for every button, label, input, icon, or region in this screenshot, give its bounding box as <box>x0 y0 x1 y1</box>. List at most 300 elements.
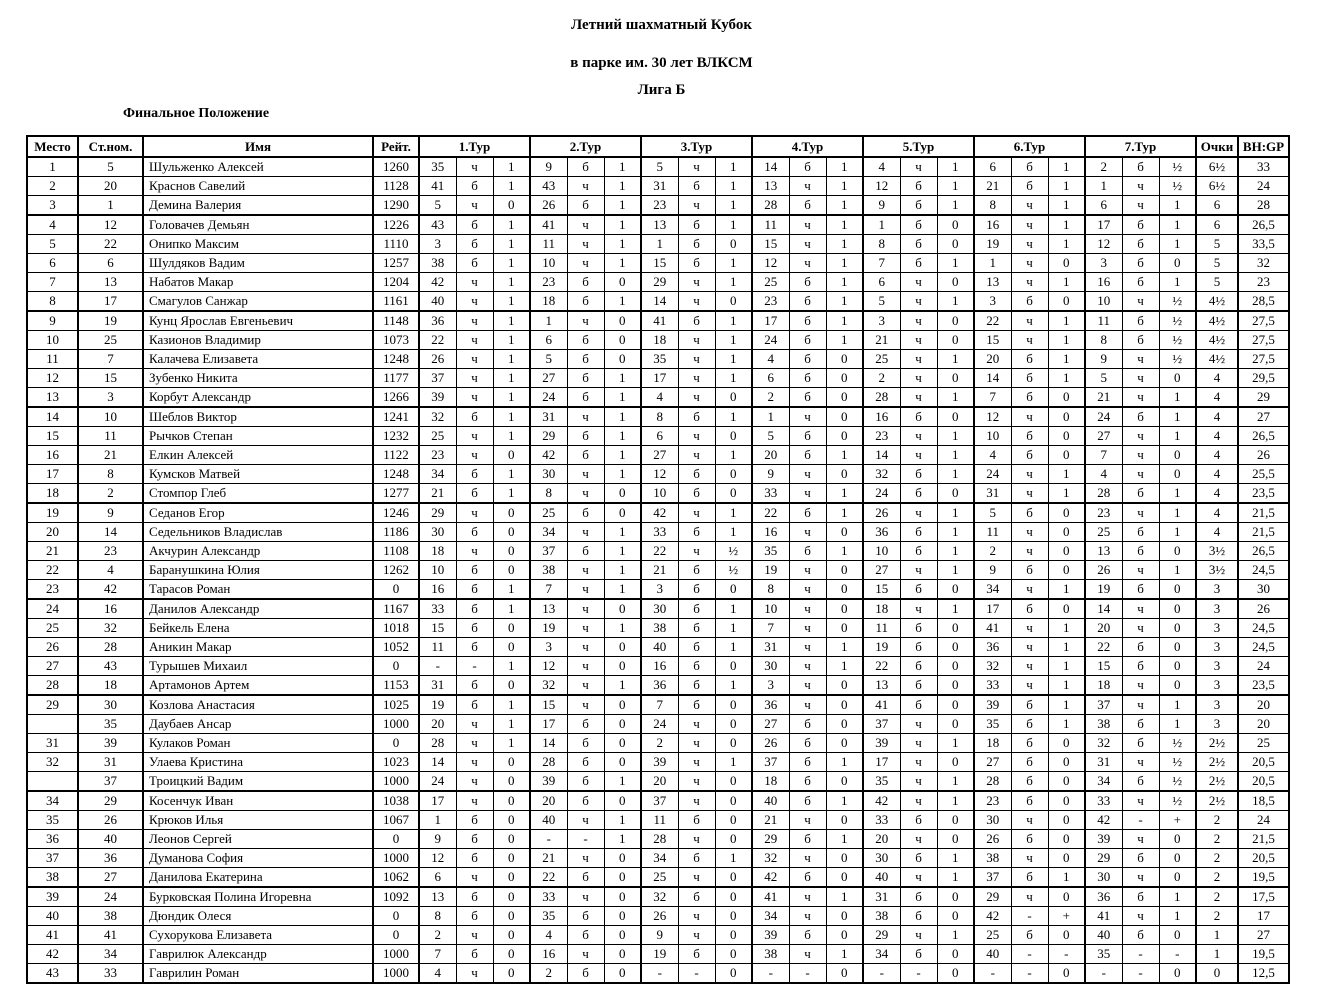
round-7-result-cell: 0 <box>1159 830 1196 849</box>
round-4-opponent-cell: 33 <box>752 484 789 504</box>
tiebreak-cell: 20,5 <box>1238 849 1289 868</box>
round-3-color-cell: б <box>678 619 715 638</box>
round-6-color-cell: б <box>1011 369 1048 388</box>
round-1-color-cell: б <box>456 619 493 638</box>
round-2-result-cell: 1 <box>604 561 641 580</box>
round-7-color-cell: б <box>1122 273 1159 292</box>
player-name-cell: Смагулов Санжар <box>143 292 373 312</box>
round-7-color-cell: ч <box>1122 695 1159 715</box>
round-1-opponent-cell: 3 <box>419 235 456 254</box>
round-1-result-cell: 0 <box>493 196 530 216</box>
round-4-result-cell: 1 <box>826 791 863 811</box>
round-5-opponent-cell: 28 <box>863 388 900 408</box>
round-3-result-cell: 1 <box>715 157 752 177</box>
round-2-opponent-cell: 22 <box>530 868 567 888</box>
round-1-opponent-cell: 23 <box>419 446 456 465</box>
round-3-result-cell: 0 <box>715 964 752 984</box>
round-2-color-cell: б <box>567 753 604 772</box>
player-name-cell: Турышев Михаил <box>143 657 373 676</box>
round-3-opponent-cell: 3 <box>641 580 678 600</box>
round-3-result-cell: 0 <box>715 945 752 964</box>
round-2-result-cell: 1 <box>604 619 641 638</box>
player-name-cell: Кумсков Матвей <box>143 465 373 484</box>
place-cell: 38 <box>27 868 78 888</box>
player-name-cell: Стомпор Глеб <box>143 484 373 504</box>
round-6-result-cell: 1 <box>1048 657 1085 676</box>
standings-row <box>27 811 1289 830</box>
round-1-opponent-cell: 34 <box>419 465 456 484</box>
round-1-result-cell: 1 <box>493 657 530 676</box>
round-7-color-cell: б <box>1122 331 1159 350</box>
round-4-result-cell: 0 <box>826 772 863 792</box>
round-6-result-cell: 1 <box>1048 157 1085 177</box>
round-6-result-cell: 0 <box>1048 523 1085 542</box>
round-4-opponent-cell: 10 <box>752 599 789 619</box>
round-4-color-cell: б <box>789 791 826 811</box>
round-2-color-cell: ч <box>567 465 604 484</box>
round-7-result-cell: 0 <box>1159 619 1196 638</box>
round-3-color-cell: б <box>678 580 715 600</box>
round-1-result-cell: 1 <box>493 599 530 619</box>
round-5-result-cell: 0 <box>937 273 974 292</box>
round-7-color-cell: - <box>1122 945 1159 964</box>
points-cell: 3 <box>1196 657 1238 676</box>
round-5-color-cell: б <box>900 465 937 484</box>
rating-cell: 1038 <box>373 791 419 811</box>
start-number-cell: 32 <box>78 619 143 638</box>
place-cell: 36 <box>27 830 78 849</box>
round-3-result-cell: 0 <box>715 657 752 676</box>
round-5-result-cell: 0 <box>937 715 974 734</box>
round-3-opponent-cell: 22 <box>641 542 678 561</box>
round-7-result-cell: 0 <box>1159 542 1196 561</box>
round-4-result-cell: 0 <box>826 523 863 542</box>
player-name-cell: Акчурин Александр <box>143 542 373 561</box>
player-name-cell: Дюндик Олеся <box>143 907 373 926</box>
place-cell <box>27 715 78 734</box>
round-1-result-cell: 1 <box>493 273 530 292</box>
place-cell: 2 <box>27 177 78 196</box>
start-number-cell: 30 <box>78 695 143 715</box>
place-cell: 10 <box>27 331 78 350</box>
standings-row <box>27 157 1289 177</box>
round-1-color-cell: ч <box>456 369 493 388</box>
rating-cell: 1241 <box>373 407 419 427</box>
round-5-opponent-cell: 18 <box>863 599 900 619</box>
place-cell: 22 <box>27 561 78 580</box>
round-5-color-cell: б <box>900 196 937 216</box>
round-6-color-cell: б <box>1011 446 1048 465</box>
round-3-color-cell: ч <box>678 292 715 312</box>
round-3-color-cell: ч <box>678 753 715 772</box>
standings-row <box>27 254 1289 273</box>
round-7-opponent-cell: 8 <box>1085 331 1122 350</box>
round-5-color-cell: б <box>900 254 937 273</box>
round-1-result-cell: 0 <box>493 830 530 849</box>
round-1-result-cell: 0 <box>493 791 530 811</box>
tiebreak-cell: 26 <box>1238 599 1289 619</box>
round-1-color-cell: ч <box>456 926 493 945</box>
round-6-color-cell: б <box>1011 695 1048 715</box>
player-name-cell: Тарасов Роман <box>143 580 373 600</box>
player-name-cell: Кулаков Роман <box>143 734 373 753</box>
round-2-color-cell: б <box>567 926 604 945</box>
place-cell: 34 <box>27 791 78 811</box>
rating-cell: 1186 <box>373 523 419 542</box>
place-cell: 24 <box>27 599 78 619</box>
start-number-cell: 20 <box>78 177 143 196</box>
page-subtitle-league: Лига Б <box>637 82 686 98</box>
start-number-cell: 33 <box>78 964 143 984</box>
tiebreak-cell: 24,5 <box>1238 638 1289 657</box>
round-3-result-cell: 0 <box>715 830 752 849</box>
round-4-result-cell: 1 <box>826 830 863 849</box>
place-cell: 9 <box>27 311 78 331</box>
points-cell: 3½ <box>1196 561 1238 580</box>
round-3-result-cell: 1 <box>715 446 752 465</box>
points-cell: 6½ <box>1196 177 1238 196</box>
round-7-opponent-cell: 6 <box>1085 196 1122 216</box>
round-5-color-cell: ч <box>900 715 937 734</box>
round-3-opponent-cell: 41 <box>641 311 678 331</box>
round-6-result-cell: 0 <box>1048 849 1085 868</box>
start-number-cell: 17 <box>78 292 143 312</box>
points-cell: 3 <box>1196 638 1238 657</box>
round-6-opponent-cell: 9 <box>974 561 1011 580</box>
round-1-opponent-cell: 25 <box>419 427 456 446</box>
start-number-cell: 25 <box>78 331 143 350</box>
rating-cell: 1204 <box>373 273 419 292</box>
tiebreak-cell: 19,5 <box>1238 945 1289 964</box>
round-6-color-cell: - <box>1011 945 1048 964</box>
round-1-result-cell: 0 <box>493 561 530 580</box>
round-4-color-cell: б <box>789 427 826 446</box>
round-3-opponent-cell: 9 <box>641 926 678 945</box>
player-name-cell: Бурковская Полина Игоревна <box>143 887 373 907</box>
place-cell: 26 <box>27 638 78 657</box>
round-4-opponent-cell: 25 <box>752 273 789 292</box>
round-5-result-cell: 1 <box>937 542 974 561</box>
round-3-opponent-cell: 4 <box>641 388 678 408</box>
player-name-cell: Демина Валерия <box>143 196 373 216</box>
round-2-opponent-cell: 28 <box>530 753 567 772</box>
round-4-opponent-cell: 38 <box>752 945 789 964</box>
rating-cell: 1108 <box>373 542 419 561</box>
round-2-result-cell: 0 <box>604 715 641 734</box>
round-3-color-cell: б <box>678 465 715 484</box>
round-6-result-cell: 1 <box>1048 196 1085 216</box>
round-6-result-cell: 0 <box>1048 753 1085 772</box>
place-cell: 4 <box>27 215 78 235</box>
standings-row <box>27 561 1289 580</box>
round-2-opponent-cell: 26 <box>530 196 567 216</box>
round-2-color-cell: ч <box>567 695 604 715</box>
round-7-color-cell: ч <box>1122 196 1159 216</box>
round-2-color-cell: б <box>567 369 604 388</box>
round-5-result-cell: 1 <box>937 465 974 484</box>
round-5-opponent-cell: 12 <box>863 177 900 196</box>
round-3-color-cell: ч <box>678 830 715 849</box>
round-1-color-cell: б <box>456 849 493 868</box>
round-7-opponent-cell: 4 <box>1085 465 1122 484</box>
player-name-cell: Бейкель Елена <box>143 619 373 638</box>
round-5-result-cell: 1 <box>937 292 974 312</box>
round-5-result-cell: 0 <box>937 331 974 350</box>
round-6-color-cell: б <box>1011 157 1048 177</box>
round-6-color-cell: б <box>1011 561 1048 580</box>
place-cell: 28 <box>27 676 78 696</box>
round-5-color-cell: ч <box>900 388 937 408</box>
round-4-opponent-cell: 21 <box>752 811 789 830</box>
round-3-color-cell: б <box>678 561 715 580</box>
player-name-cell: Онипко Максим <box>143 235 373 254</box>
round-6-color-cell: ч <box>1011 542 1048 561</box>
round-7-result-cell: 1 <box>1159 503 1196 523</box>
round-6-color-cell: ч <box>1011 887 1048 907</box>
round-3-result-cell: 0 <box>715 695 752 715</box>
round-6-color-cell: ч <box>1011 811 1048 830</box>
round-4-result-cell: 0 <box>826 676 863 696</box>
round-1-opponent-cell: 39 <box>419 388 456 408</box>
round-5-opponent-cell: 19 <box>863 638 900 657</box>
round-2-result-cell: 0 <box>604 907 641 926</box>
round-2-opponent-cell: 17 <box>530 715 567 734</box>
round-7-result-cell: 1 <box>1159 523 1196 542</box>
round-1-color-cell: б <box>456 695 493 715</box>
round-1-opponent-cell: 38 <box>419 254 456 273</box>
round-1-color-cell: б <box>456 484 493 504</box>
place-cell: 23 <box>27 580 78 600</box>
round-3-opponent-cell: 2 <box>641 734 678 753</box>
round-2-opponent-cell: 2 <box>530 964 567 984</box>
round-4-color-cell: б <box>789 157 826 177</box>
round-4-result-cell: 0 <box>826 811 863 830</box>
round-3-opponent-cell: 29 <box>641 273 678 292</box>
round-6-result-cell: 0 <box>1048 791 1085 811</box>
round-5-color-cell: ч <box>900 830 937 849</box>
round-6-opponent-cell: 33 <box>974 676 1011 696</box>
round-3-result-cell: 1 <box>715 311 752 331</box>
round-3-color-cell: ч <box>678 196 715 216</box>
round-4-color-cell: б <box>789 734 826 753</box>
round-2-color-cell: ч <box>567 523 604 542</box>
round-7-color-cell: ч <box>1122 907 1159 926</box>
round-3-result-cell: 1 <box>715 254 752 273</box>
start-number-cell: 41 <box>78 926 143 945</box>
round-1-color-cell: ч <box>456 273 493 292</box>
start-number-cell: 23 <box>78 542 143 561</box>
rating-cell: 1067 <box>373 811 419 830</box>
round-2-color-cell: ч <box>567 945 604 964</box>
tiebreak-cell: 24 <box>1238 177 1289 196</box>
round-6-opponent-cell: 42 <box>974 907 1011 926</box>
round-7-result-cell: ½ <box>1159 753 1196 772</box>
round-3-color-cell: б <box>678 599 715 619</box>
round-5-color-cell: ч <box>900 311 937 331</box>
round-4-opponent-cell: 30 <box>752 657 789 676</box>
round-5-color-cell: б <box>900 945 937 964</box>
round-6-opponent-cell: 30 <box>974 811 1011 830</box>
points-cell: 3 <box>1196 715 1238 734</box>
round-7-result-cell: 0 <box>1159 849 1196 868</box>
round-4-opponent-cell: 11 <box>752 215 789 235</box>
round-4-result-cell: 0 <box>826 407 863 427</box>
round-3-color-cell: б <box>678 215 715 235</box>
round-6-opponent-cell: 5 <box>974 503 1011 523</box>
header-round-7: 7.Тур <box>1085 136 1196 157</box>
round-3-result-cell: 0 <box>715 734 752 753</box>
round-1-opponent-cell: 10 <box>419 561 456 580</box>
round-7-opponent-cell: 5 <box>1085 369 1122 388</box>
start-number-cell: 15 <box>78 369 143 388</box>
round-5-color-cell: ч <box>900 427 937 446</box>
player-name-cell: Корбут Александр <box>143 388 373 408</box>
round-4-opponent-cell: 16 <box>752 523 789 542</box>
round-2-color-cell: б <box>567 907 604 926</box>
player-name-cell: Крюков Илья <box>143 811 373 830</box>
standings-row <box>27 676 1289 696</box>
round-7-opponent-cell: 12 <box>1085 235 1122 254</box>
round-6-opponent-cell: 1 <box>974 254 1011 273</box>
round-6-result-cell: 0 <box>1048 964 1085 984</box>
round-7-color-cell: ч <box>1122 177 1159 196</box>
player-name-cell: Даубаев Ансар <box>143 715 373 734</box>
round-6-color-cell: ч <box>1011 407 1048 427</box>
round-4-opponent-cell: 31 <box>752 638 789 657</box>
round-2-color-cell: б <box>567 791 604 811</box>
round-1-result-cell: 0 <box>493 964 530 984</box>
points-cell: 2 <box>1196 868 1238 888</box>
round-4-result-cell: 1 <box>826 254 863 273</box>
round-2-color-cell: б <box>567 273 604 292</box>
round-5-opponent-cell: 32 <box>863 465 900 484</box>
round-7-opponent-cell: 37 <box>1085 695 1122 715</box>
tiebreak-cell: 26,5 <box>1238 427 1289 446</box>
round-1-result-cell: 0 <box>493 619 530 638</box>
standings-row <box>27 235 1289 254</box>
round-4-color-cell: б <box>789 715 826 734</box>
round-3-opponent-cell: 10 <box>641 484 678 504</box>
round-3-color-cell: ч <box>678 926 715 945</box>
round-2-opponent-cell: 13 <box>530 599 567 619</box>
rating-cell: 1161 <box>373 292 419 312</box>
round-1-color-cell: б <box>456 177 493 196</box>
round-6-opponent-cell: 13 <box>974 273 1011 292</box>
place-cell: 27 <box>27 657 78 676</box>
round-7-result-cell: ½ <box>1159 791 1196 811</box>
standings-row <box>27 638 1289 657</box>
round-7-color-cell: - <box>1122 811 1159 830</box>
round-7-opponent-cell: 31 <box>1085 753 1122 772</box>
round-6-result-cell: 0 <box>1048 772 1085 792</box>
round-7-opponent-cell: 33 <box>1085 791 1122 811</box>
place-cell <box>27 772 78 792</box>
round-1-color-cell: ч <box>456 791 493 811</box>
player-name-cell: Данилова Екатерина <box>143 868 373 888</box>
round-1-color-cell: ч <box>456 157 493 177</box>
round-4-color-cell: б <box>789 331 826 350</box>
standings-row <box>27 542 1289 561</box>
round-1-result-cell: 1 <box>493 695 530 715</box>
round-3-color-cell: б <box>678 811 715 830</box>
round-6-opponent-cell: 32 <box>974 657 1011 676</box>
place-cell: 19 <box>27 503 78 523</box>
round-2-color-cell: б <box>567 331 604 350</box>
round-6-opponent-cell: - <box>974 964 1011 984</box>
round-3-color-cell: б <box>678 523 715 542</box>
round-2-opponent-cell: 34 <box>530 523 567 542</box>
round-5-result-cell: 0 <box>937 311 974 331</box>
round-7-result-cell: 0 <box>1159 868 1196 888</box>
round-3-result-cell: 0 <box>715 292 752 312</box>
round-7-opponent-cell: 28 <box>1085 484 1122 504</box>
round-7-color-cell: ч <box>1122 830 1159 849</box>
round-6-result-cell: 1 <box>1048 484 1085 504</box>
round-7-result-cell: 0 <box>1159 446 1196 465</box>
round-6-result-cell: 1 <box>1048 695 1085 715</box>
round-5-opponent-cell: 38 <box>863 907 900 926</box>
place-cell: 15 <box>27 427 78 446</box>
round-1-result-cell: 0 <box>493 868 530 888</box>
round-2-result-cell: 1 <box>604 254 641 273</box>
round-5-color-cell: б <box>900 580 937 600</box>
round-1-color-cell: ч <box>456 868 493 888</box>
player-name-cell: Баранушкина Юлия <box>143 561 373 580</box>
round-7-result-cell: 1 <box>1159 715 1196 734</box>
round-3-opponent-cell: 42 <box>641 503 678 523</box>
round-1-opponent-cell: 5 <box>419 196 456 216</box>
round-1-color-cell: ч <box>456 964 493 984</box>
round-5-opponent-cell: - <box>863 964 900 984</box>
round-7-result-cell: 0 <box>1159 676 1196 696</box>
round-1-opponent-cell: 21 <box>419 484 456 504</box>
round-2-color-cell: ч <box>567 235 604 254</box>
round-1-color-cell: б <box>456 676 493 696</box>
round-6-result-cell: + <box>1048 907 1085 926</box>
round-3-color-cell: б <box>678 177 715 196</box>
page <box>0 17 1323 984</box>
place-cell: 41 <box>27 926 78 945</box>
rating-cell: 1000 <box>373 945 419 964</box>
start-number-cell: 42 <box>78 580 143 600</box>
round-7-color-cell: ч <box>1122 619 1159 638</box>
round-1-color-cell: б <box>456 235 493 254</box>
tiebreak-cell: 33 <box>1238 157 1289 177</box>
round-3-opponent-cell: 36 <box>641 676 678 696</box>
round-5-result-cell: 0 <box>937 811 974 830</box>
round-4-color-cell: ч <box>789 849 826 868</box>
place-cell: 20 <box>27 523 78 542</box>
round-5-opponent-cell: 1 <box>863 215 900 235</box>
points-cell: 2½ <box>1196 734 1238 753</box>
round-7-color-cell: ч <box>1122 388 1159 408</box>
round-2-result-cell: 1 <box>604 369 641 388</box>
round-3-color-cell: ч <box>678 331 715 350</box>
round-1-result-cell: 0 <box>493 926 530 945</box>
round-2-result-cell: 0 <box>604 350 641 369</box>
round-7-color-cell: б <box>1122 580 1159 600</box>
points-cell: 2 <box>1196 887 1238 907</box>
round-1-opponent-cell: 20 <box>419 715 456 734</box>
round-1-color-cell: б <box>456 638 493 657</box>
player-name-cell: Артамонов Артем <box>143 676 373 696</box>
player-name-cell: Елкин Алексей <box>143 446 373 465</box>
round-1-color-cell: б <box>456 465 493 484</box>
round-1-opponent-cell: 43 <box>419 215 456 235</box>
round-4-opponent-cell: 18 <box>752 772 789 792</box>
round-7-color-cell: б <box>1122 215 1159 235</box>
round-6-result-cell: 0 <box>1048 503 1085 523</box>
